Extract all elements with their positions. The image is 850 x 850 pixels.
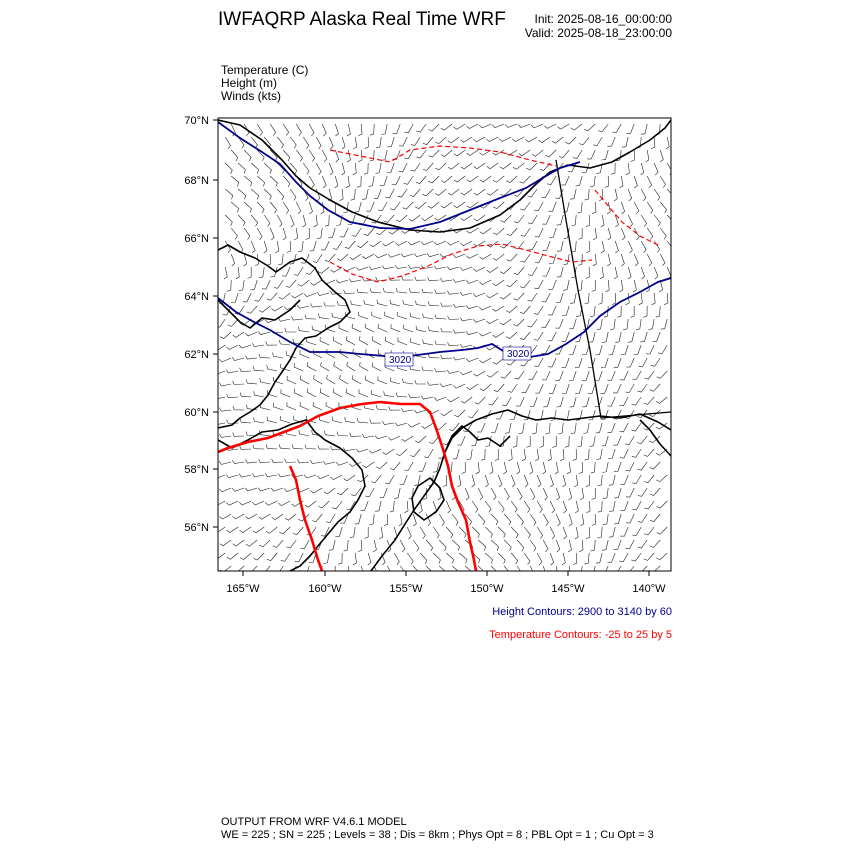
lon-label-145: 145°W (551, 583, 585, 595)
lon-label-150: 150°W (470, 583, 504, 595)
lat-label-60: 60°N (184, 407, 209, 419)
valid-time: Valid: 2025-08-18_23:00:00 (524, 26, 672, 40)
lat-label-56: 56°N (184, 522, 209, 534)
variable-winds: Winds (kts) (221, 89, 281, 103)
map-title: IWFAQRP Alaska Real Time WRF (218, 9, 506, 30)
model-info: OUTPUT FROM WRF V4.6.1 MODEL (221, 816, 407, 828)
height-contours-note: Height Contours: 2900 to 3140 by 60 (492, 606, 672, 618)
model-config: WE = 225 ; SN = 225 ; Levels = 38 ; Dis = 8km ; Phys Opt = 8 ; PBL Opt = 1 ; Cu Opt = 3 (221, 829, 654, 841)
temperature-contours-note: Temperature Contours: -25 to 25 by 5 (489, 629, 672, 641)
lat-label-66: 66°N (184, 233, 209, 245)
latitude-labels (184, 115, 209, 534)
longitude-labels (226, 583, 666, 595)
lat-label-68: 68°N (184, 175, 209, 187)
init-time: Init: 2025-08-16_00:00:00 (534, 12, 672, 26)
lon-label-165: 165°W (226, 583, 260, 595)
lat-label-58: 58°N (184, 464, 209, 476)
lat-label-62: 62°N (184, 349, 209, 361)
lon-label-155: 155°W (389, 583, 423, 595)
lat-label-64: 64°N (184, 291, 209, 303)
lat-label-70: 70°N (184, 115, 209, 127)
variable-height: Height (m) (221, 76, 278, 90)
height-contour-label-1: 3020 (389, 355, 412, 366)
height-contour-label-2: 3020 (507, 349, 530, 360)
variable-temperature: Temperature (C) (221, 63, 309, 77)
lon-label-140: 140°W (632, 583, 666, 595)
lon-label-160: 160°W (308, 583, 342, 595)
